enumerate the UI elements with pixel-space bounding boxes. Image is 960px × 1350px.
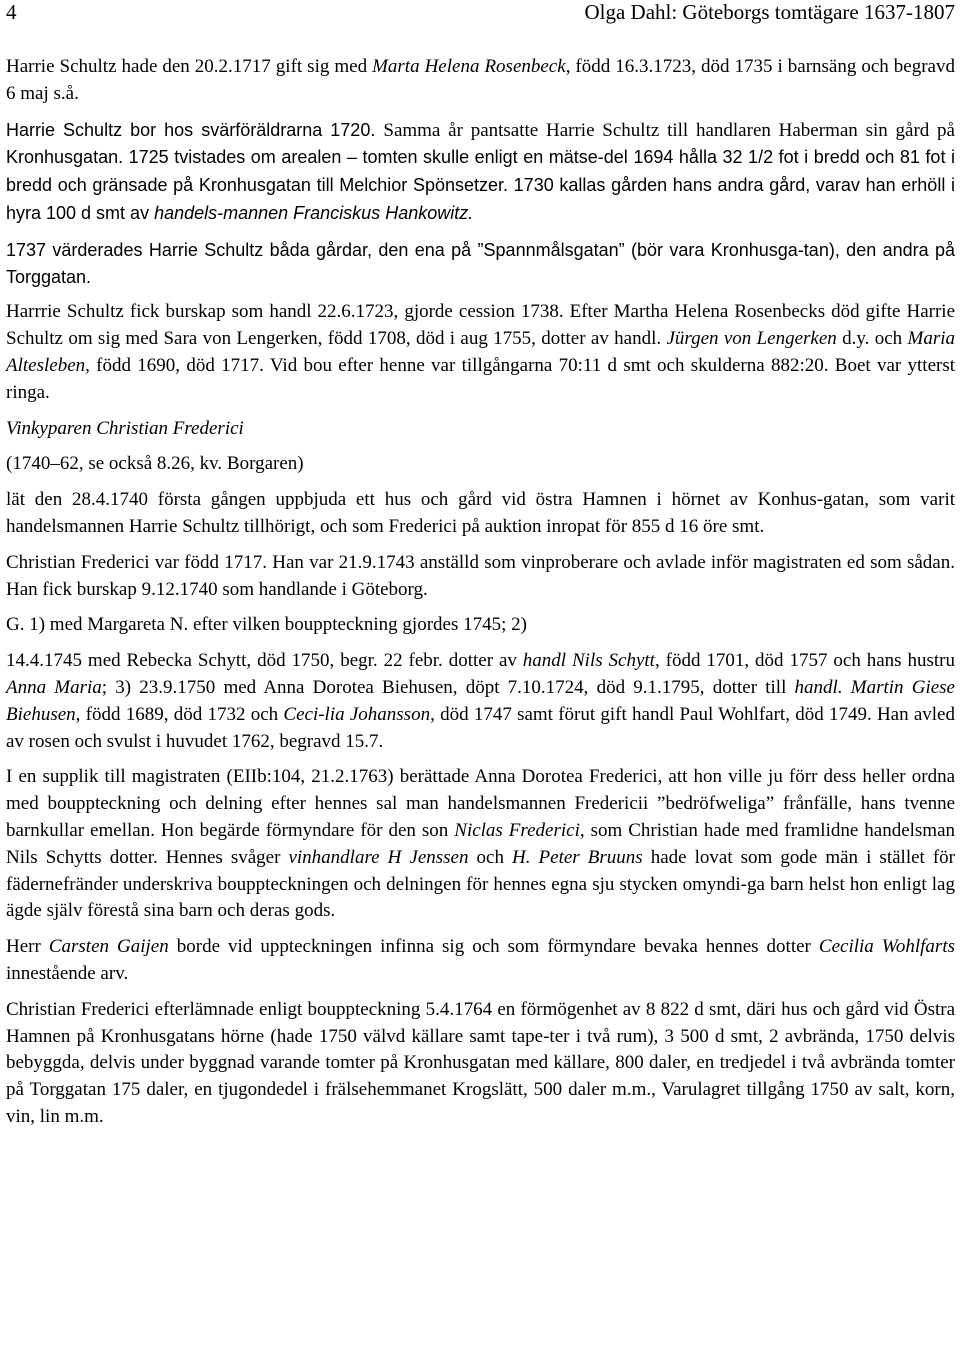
text-run: , född 1689, död 1732 och bbox=[75, 703, 284, 725]
italic-name: Anna Maria bbox=[6, 676, 102, 698]
paragraph bbox=[6, 117, 955, 228]
running-title: Olga Dahl: Göteborgs tomtägare 1637-1807 bbox=[584, 0, 955, 24]
page-header bbox=[6, 0, 955, 40]
paragraph bbox=[6, 997, 955, 1131]
paragraph bbox=[6, 764, 955, 925]
text-run: 14.4.1745 med Rebecka Schytt, död 1750, begr. 22 febr. dotter av bbox=[6, 650, 523, 672]
document-page bbox=[6, 0, 956, 1127]
text-run: innestående arv. bbox=[6, 962, 129, 984]
text-run: Harrrie Schultz fick burskap som handl 22.6.1723, gjorde cession 1738. Efter Martha Helena Rosenbecks död gifte Harrie Schultz om sig med Sara von Lengerken, född 1708, död i aug 1755, dotter av handl. bbox=[6, 301, 955, 350]
italic-name: Cecilia Wohlfarts bbox=[818, 936, 956, 958]
paragraph bbox=[6, 550, 955, 604]
text-run: , som Christian hade med framlidne handelsman Nils Schytts dotter. Hennes svåger bbox=[6, 819, 956, 868]
text-run: Kronhusgatan. 1725 tvistades om arealen – tomten skulle enligt en mätse-del 1694 hålla 32 1/2 fot i bredd och 81 fot i bredd och gränsade på Kronhusgatan till Melchior Spönsetzer. 1730 kallas gården hans andra gård, varav han erhöll i hyra 100 d smt av bbox=[6, 147, 955, 223]
italic-name: Niclas Frederici bbox=[454, 819, 580, 841]
italic-name: handels-mannen Franciskus Hankowitz. bbox=[154, 202, 474, 223]
text-run: I en supplik till magistraten (EIIb:104, 21.2.1763) berättade Anna Dorotea Frederici, att hon ville ju förr dess heller ordna med bouppteckning och delning efter hennes sal man handelsmannen Fredericii ”bedröfweliga” frånfälle, hans tvenne barnkullar emellan. Hon begärde förmyndare för den son bbox=[6, 766, 955, 841]
paragraph bbox=[6, 299, 955, 406]
italic-name: Jürgen von Lengerken bbox=[666, 328, 837, 350]
text-run: , född 1690, död 1717. Vid bou efter henne var tillgångarna 70:11 d smt och skulderna 882:20. Boet var ytterst ringa. bbox=[6, 354, 955, 403]
text-run: G. 1) med Margareta N. efter vilken bouppteckning gjordes 1745; 2) bbox=[6, 614, 527, 636]
text-run: (1740–62, se också 8.26, kv. Borgaren) bbox=[6, 453, 304, 475]
text-run: ; 3) 23.9.1750 med Anna Dorotea Biehusen, döpt 7.10.1724, död 9.1.1795, dotter till bbox=[101, 676, 795, 698]
italic-name: vinhandlare H Jenssen bbox=[288, 846, 469, 868]
text-run: 1737 värderades Harrie Schultz båda gårdar, den ena på ”Spannmålsgatan” (bör vara Kronhusga-tan), den andra på Torggatan. bbox=[6, 239, 955, 287]
text-run: borde vid uppteckningen infinna sig och som förmyndare bevaka hennes dotter bbox=[168, 936, 819, 958]
italic-name: handl. Martin Giese Biehusen bbox=[6, 676, 955, 725]
body-text bbox=[6, 54, 955, 1140]
italic-name: Marta Helena Rosenbeck bbox=[372, 56, 566, 77]
paragraph bbox=[6, 612, 955, 639]
text-run: , född 1701, död 1757 och hans hustru bbox=[654, 650, 955, 672]
text-run: Christian Frederici var född 1717. Han var 21.9.1743 anställd som vinproberare och avlade inför magistraten ed som sådan. Han fick burskap 9.12.1740 som handlande i Göteborg. bbox=[6, 551, 955, 600]
text-run: , född 16.3.1723, död 1735 i barnsäng och begravd 6 maj s.å. bbox=[6, 56, 955, 104]
text-run: Herr bbox=[6, 936, 49, 958]
text-run: Christian Frederici efterlämnade enligt bouppteckning 5.4.1764 en förmögenhet av 8 822 d smt, däri hus och gård vid Östra Hamnen på Kronhusgatans hörne (hade 1750 välvd källare samt tape-ter i två rum), 3 500 d smt, 2 avbrända, 1750 delvis bebyggda, delvis under byggnad varande tomter på Kronhusgatan med källare, 800 daler, en tredjedel i två avbrända tomter på Torggatan 175 daler, en tjugondedel i frälsehemmanet Krogslätt, 500 daler m.m., Varulagret tillgång 1750 av salt, korn, vin, lin m.m. bbox=[6, 998, 955, 1127]
italic-name: H. Peter Bruuns bbox=[512, 846, 643, 868]
italic-name: Carsten Gaijen bbox=[48, 936, 169, 958]
italic-name: Ceci-lia Johansson bbox=[283, 703, 431, 725]
text-run: och bbox=[468, 846, 513, 868]
section-heading bbox=[6, 416, 955, 443]
paragraph bbox=[6, 451, 955, 478]
paragraph bbox=[6, 934, 955, 988]
text-run: hade lovat som gode män i stället för fädernefränder underskriva bouppteckningen och delningen för hennes egna sju stycken omyndi-ga barn helst hon enligt lag ägde själv förestå sina barn och deras gods. bbox=[6, 846, 956, 922]
italic-name: Maria Altesleben bbox=[6, 328, 956, 376]
paragraph bbox=[6, 54, 955, 108]
text-run: lät den 28.4.1740 första gången uppbjuda ett hus och gård vid östra Hamnen i hörnet av Konhus-gatan, som varit handelsmannen Harrie Schultz tillhörigt, och som Frederici på auktion inropat för 855 d 16 öre smt. bbox=[6, 489, 955, 537]
text-run: Samma år pantsatte Harrie Schultz till handlaren Haberman sin gård på bbox=[383, 119, 955, 141]
text-run: Vinkyparen Christian Frederici bbox=[6, 417, 244, 439]
page-number: 4 bbox=[6, 0, 17, 24]
text-run: Harrie Schultz hade den 20.2.1717 gift sig med bbox=[6, 56, 373, 77]
paragraph bbox=[6, 648, 955, 755]
paragraph bbox=[6, 237, 955, 291]
paragraph bbox=[6, 487, 955, 541]
text-run: , död 1747 samt förut gift handl Paul Wohlfart, död 1749. Han avled av rosen och svulst i huvudet 1762, begravd 15.7. bbox=[6, 703, 955, 752]
text-run: d.y. och bbox=[836, 328, 908, 350]
italic-name: handl Nils Schytt bbox=[522, 650, 655, 672]
text-run: Harrie Schultz bor hos svärföräldrarna 1720. bbox=[6, 119, 384, 140]
